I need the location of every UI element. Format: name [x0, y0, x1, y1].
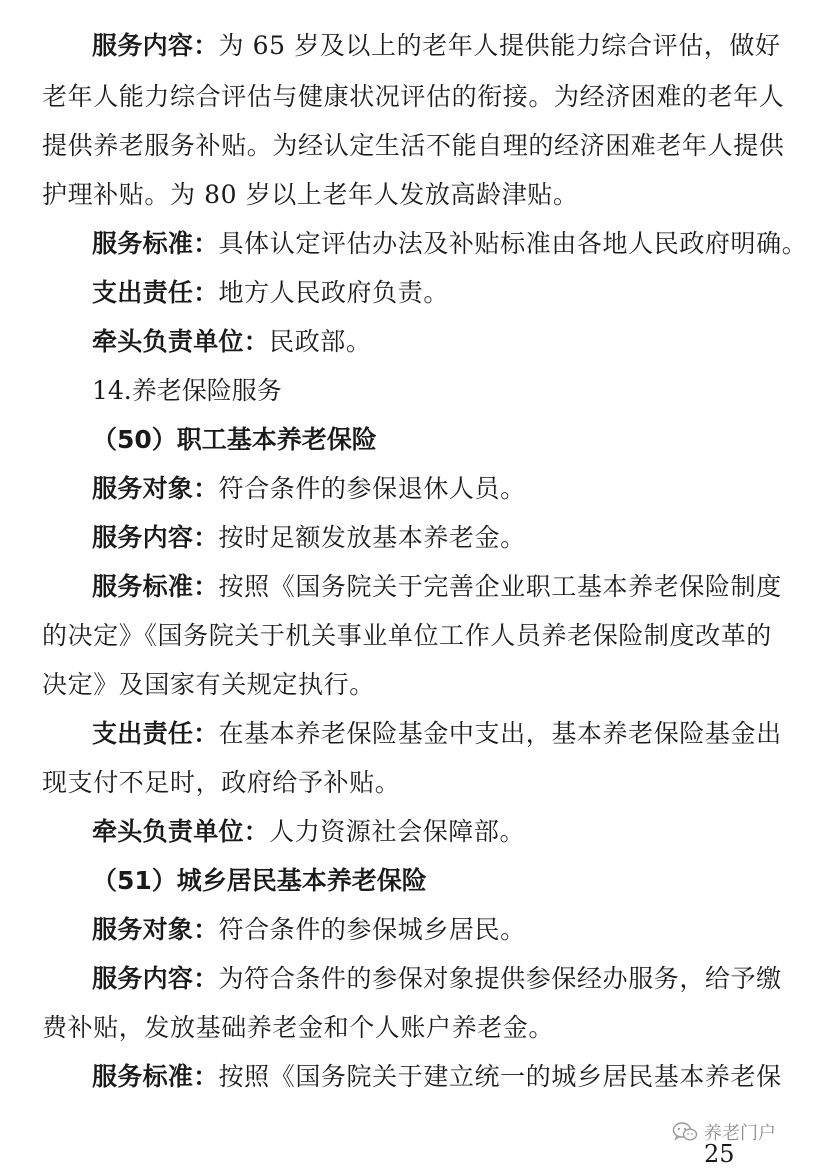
watermark-text: 养老门户	[704, 1123, 776, 1144]
field-text: 的决定》《国务院关于机关事业单位工作人员养老保险制度改革的	[42, 621, 772, 650]
paragraph-line	[92, 31, 781, 61]
field-text: 具体认定评估办法及补贴标准由各地人民政府明确。	[218, 229, 808, 258]
field-label: 服务内容：	[92, 31, 219, 60]
paragraph-line	[92, 1062, 782, 1092]
section-title: 14.养老保险服务	[92, 376, 282, 405]
paragraph-line	[42, 131, 785, 161]
field-label: 服务标准：	[92, 572, 219, 601]
paragraph-line	[92, 915, 768, 945]
paragraph-line	[92, 964, 782, 994]
field-text: 按照《国务院关于完善企业职工基本养老保险制度	[218, 572, 782, 601]
field-text: 护理补贴。为 80 岁以上老年人发放高龄津贴。	[42, 180, 579, 209]
watermark	[672, 1117, 776, 1147]
field-text: 现支付不足时，政府给予补贴。	[42, 768, 401, 797]
paragraph-line	[92, 278, 768, 308]
field-text: 人力资源社会保障部。	[269, 817, 526, 846]
field-label: 牵头负责单位：	[92, 327, 270, 356]
paragraph-line	[92, 719, 782, 749]
field-text: 为 65 岁及以上的老年人提供能力综合评估，做好	[218, 31, 781, 60]
paragraph-line	[42, 180, 768, 210]
field-text: 符合条件的参保退休人员。	[218, 474, 526, 503]
paragraph-line	[92, 229, 808, 259]
paragraph-line	[92, 474, 768, 504]
paragraph-line	[42, 768, 768, 798]
field-label: 服务内容：	[92, 964, 219, 993]
field-label: 服务标准：	[92, 229, 219, 258]
field-label: 服务标准：	[92, 1062, 219, 1091]
field-label: 服务对象：	[92, 474, 219, 503]
field-text: 民政部。	[269, 327, 372, 356]
field-text: 按照《国务院关于建立统一的城乡居民基本养老保	[218, 1062, 782, 1091]
page-number: 25	[704, 1140, 735, 1168]
field-text: 费补贴，发放基础养老金和个人账户养老金。	[42, 1013, 555, 1042]
paragraph-line	[42, 621, 772, 651]
field-text: 符合条件的参保城乡居民。	[218, 915, 526, 944]
paragraph-line	[92, 327, 768, 357]
paragraph-line	[42, 82, 785, 112]
field-text: 决定》及国家有关规定执行。	[42, 670, 375, 699]
field-text: 为符合条件的参保对象提供参保经办服务，给予缴	[218, 964, 782, 993]
field-label: 服务内容：	[92, 523, 219, 552]
field-label: 牵头负责单位：	[92, 817, 270, 846]
field-text: 按时足额发放基本养老金。	[218, 523, 526, 552]
paragraph-line	[42, 1013, 768, 1043]
field-text: 在基本养老保险基金中支出，基本养老保险基金出	[218, 719, 782, 748]
subsection-heading: （50）职工基本养老保险	[92, 425, 377, 454]
paragraph-line	[92, 572, 782, 602]
field-text: 提供养老服务补贴。为经认定生活不能自理的经济困难老年人提供	[42, 131, 785, 160]
field-label: 支出责任：	[92, 278, 219, 307]
field-text: 地方人民政府负责。	[218, 278, 449, 307]
field-label: 支出责任：	[92, 719, 219, 748]
paragraph-line	[42, 670, 768, 700]
wechat-icon	[672, 1121, 698, 1143]
field-label: 服务对象：	[92, 915, 219, 944]
paragraph-line	[92, 523, 768, 553]
subsection-heading: （51）城乡居民基本养老保险	[92, 866, 427, 895]
field-text: 老年人能力综合评估与健康状况评估的衔接。为经济困难的老年人	[42, 82, 785, 111]
paragraph-line	[92, 817, 768, 847]
